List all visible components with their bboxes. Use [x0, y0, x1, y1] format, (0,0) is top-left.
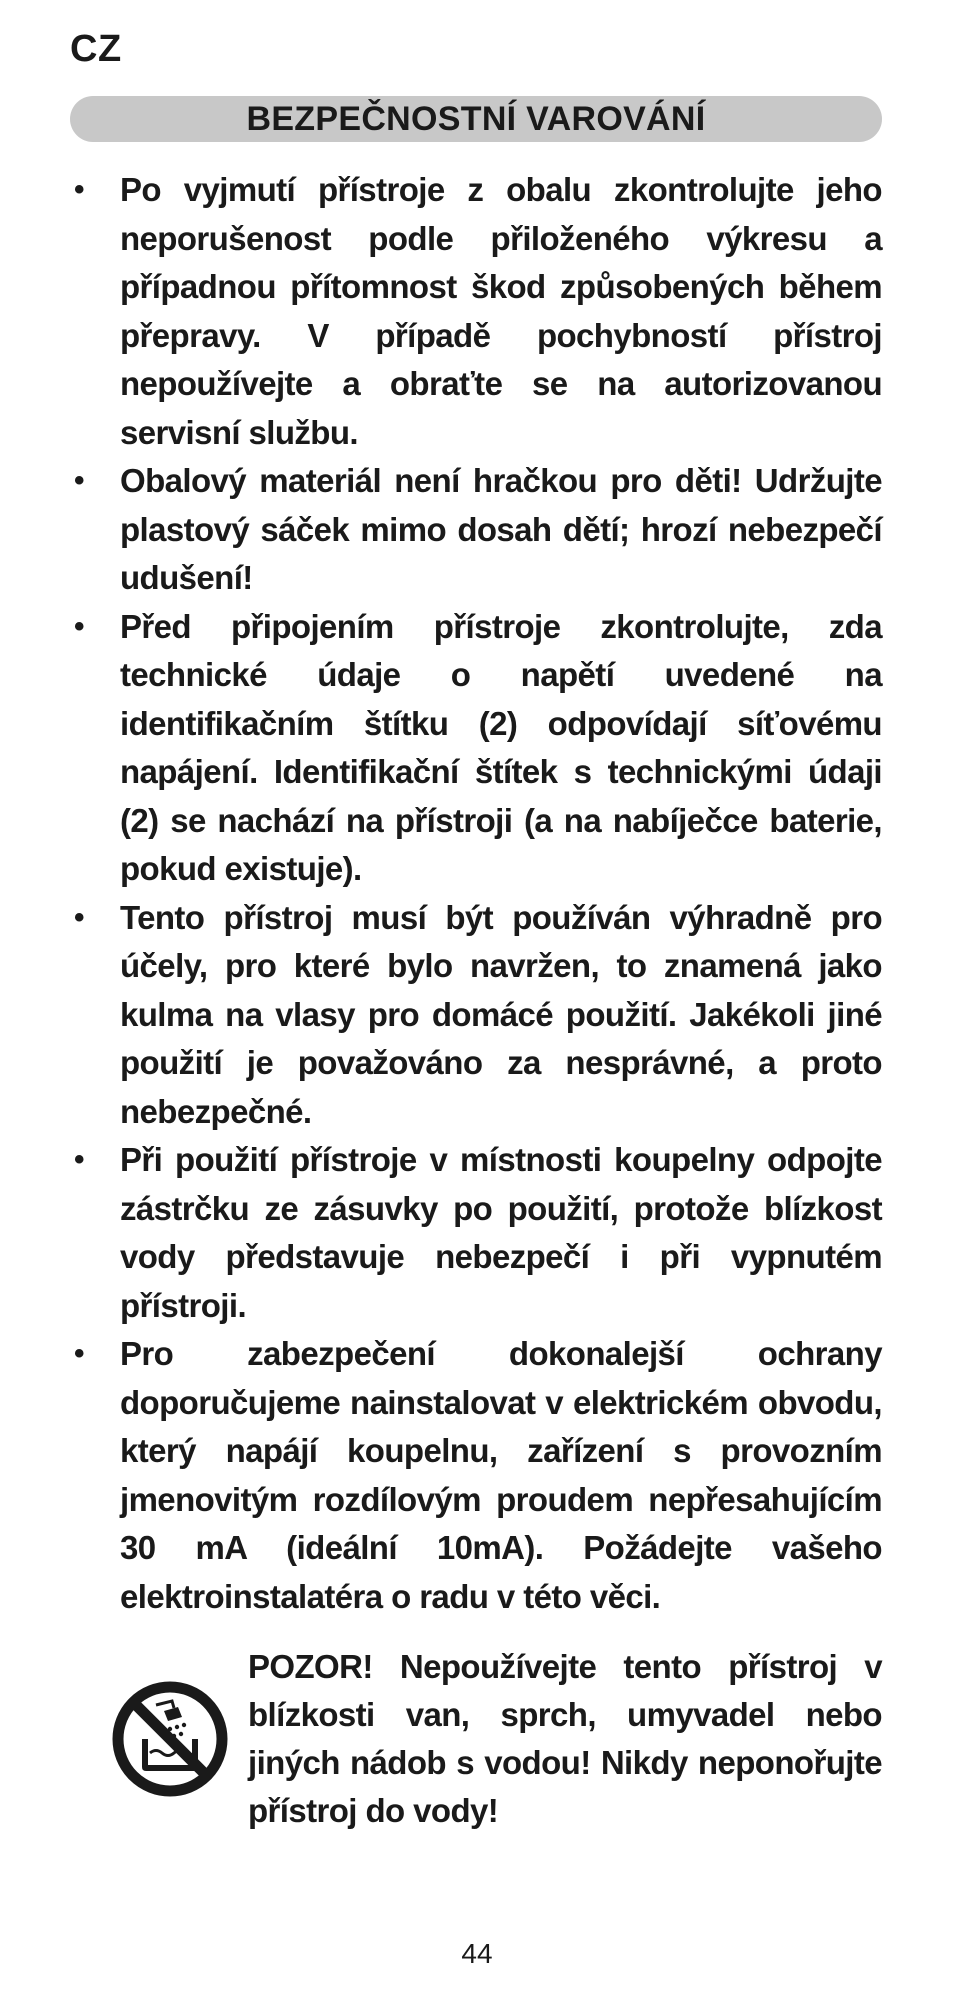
list-item-text: Před připojením přístroje zkontrolujte, zda technické údaje o napětí uvedené na identifikačním štítku (2) odpovídají síťovému napájení. Identifikační štítek s technickými údaji (2) se nachází na přístroji (a na nabíječce baterie, pokud existuje).	[120, 607, 882, 887]
bullet: •	[74, 900, 84, 934]
page-number: 44	[461, 1938, 493, 1969]
language-code: CZ	[70, 28, 122, 70]
list-item-text: Při použití přístroje v místnosti koupelny odpojte zástrčku ze zásuvky po použití, protože blízkost vody představuje nebezpečí i při vypnutém přístroji.	[120, 1141, 882, 1324]
list-item-text: Po vyjmutí přístroje z obalu zkontrolujte jeho neporušenost podle přiloženého výkresu a případnou přítomnost škod způsobených během přepravy. V případě pochybností přístroj nepoužívejte a obraťte se na autorizovanou servisní službu.	[120, 171, 882, 451]
bullet: •	[74, 1143, 84, 1176]
bullet: •	[74, 1337, 84, 1370]
section-title: BEZPEČNOSTNÍ VAROVÁNÍ	[246, 99, 706, 138]
bullet: •	[74, 609, 84, 643]
list-item	[70, 1330, 882, 1621]
bullet: •	[74, 464, 84, 497]
list-item-text: Pro zabezpečení dokonalejší ochrany doporučujeme nainstalovat v elektrickém obvodu, který napájí koupelnu, zařízení s provozním jmenovitým rozdílovým proudem nepřesahujícím 30 mA (ideální 10mA). Požádejte vašeho elektroinstalatéra o radu v této věci.	[120, 1335, 882, 1615]
list-item	[70, 603, 882, 894]
list-item-text: Obalový materiál není hračkou pro děti! Udržujte plastový sáček mimo dosah dětí; hrozí nebezpečí udušení!	[120, 462, 882, 596]
list-item	[70, 457, 882, 603]
list-item	[70, 894, 882, 1137]
warning-text: POZOR! Nepoužívejte tento přístroj v blízkosti van, sprch, umyvadel nebo jiných nádob s vodou! Nikdy neponořujte přístroj do vody!	[248, 1648, 882, 1829]
list-item-text: Tento přístroj musí být používán výhradně pro účely, pro které bylo navržen, to znamená jako kulma na vlasy pro domácé použití. Jakékoli jiné použití je považováno za nesprávné, a proto nebezpečné.	[120, 898, 882, 1130]
list-item	[70, 1136, 882, 1330]
section-title-banner	[70, 96, 882, 142]
list-item	[70, 166, 882, 457]
bullet: •	[74, 173, 84, 206]
no-water-immersion-icon	[112, 1681, 228, 1797]
safety-warnings-list	[70, 166, 882, 1621]
